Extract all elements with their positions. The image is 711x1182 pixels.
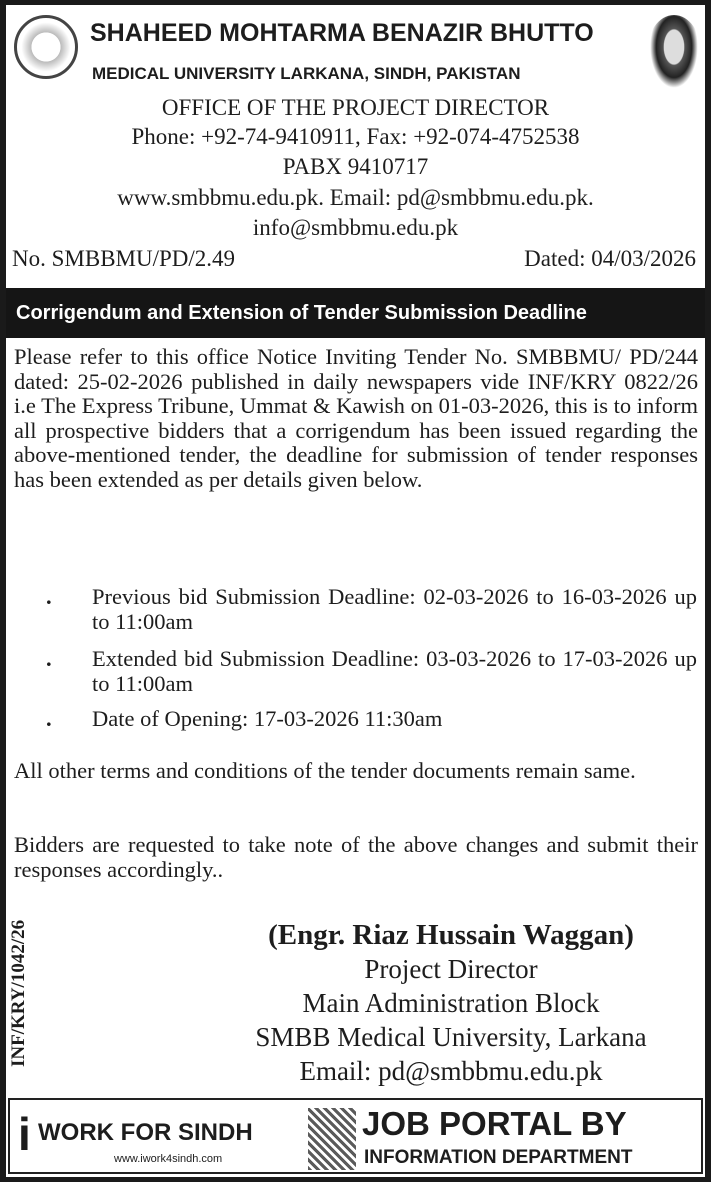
bullet-marker: .	[46, 706, 52, 731]
bullet-item	[46, 646, 697, 696]
bullet-text: Extended bid Submission Deadline: 03-03-2026 to 17-03-2026 up to 11:00am	[92, 646, 697, 696]
side-reference-code: INF/KRY/1042/26	[8, 919, 29, 1067]
bullet-text: Previous bid Submission Deadline: 02-03-2026 to 16-03-2026 up to 11:00am	[92, 584, 697, 634]
information-department-label: INFORMATION DEPARTMENT	[364, 1147, 633, 1168]
i-logo-icon: i	[18, 1108, 31, 1160]
notice-heading-bar	[6, 288, 705, 338]
terms-paragraph: All other terms and conditions of the tender documents remain same.	[14, 758, 636, 783]
phone-fax: Phone: +92-74-9410911, Fax: +92-074-4752538	[131, 124, 580, 149]
tender-notice	[6, 5, 705, 1177]
reference-number: No. SMBBMU/PD/2.49	[12, 246, 236, 271]
bullet-text: Date of Opening: 17-03-2026 11:30am	[92, 706, 443, 731]
bullet-item	[46, 584, 697, 634]
job-portal-label: JOB PORTAL BY	[362, 1105, 627, 1142]
university-title: SHAHEED MOHTARMA BENAZIR BHUTTO	[90, 19, 594, 47]
bullet-marker: .	[46, 584, 52, 609]
info-email: info@smbbmu.edu.pk	[252, 215, 459, 240]
signatory-name: (Engr. Riaz Hussain Waggan)	[268, 919, 634, 951]
signatory-university: SMBB Medical University, Larkana	[255, 1022, 647, 1052]
web-email: www.smbbmu.edu.pk. Email: pd@smbbmu.edu.pk.	[117, 185, 594, 210]
signatory-email: Email: pd@smbbmu.edu.pk	[299, 1056, 603, 1086]
qr-code-icon	[308, 1108, 356, 1170]
office-name: OFFICE OF THE PROJECT DIRECTOR	[161, 95, 550, 120]
bullet-marker: .	[46, 646, 52, 671]
request-paragraph: Bidders are requested to take note of the above changes and submit their responses accordingly..	[14, 832, 698, 882]
intro-paragraph: Please refer to this office Notice Inviting Tender No. SMBBMU/ PD/244 dated: 25-02-2026 published in daily newspapers vide INF/KRY 0822/26 i.e The Express Tribune, Ummat & Kawish on 01-03-2026, this is to inform all prospective bidders that a corrigendum has been issued regarding the above-mentioned tender, the deadline for submission of tender responses has been extended as per details given below.	[14, 344, 698, 492]
pabx: PABX 9410717	[282, 154, 429, 179]
signatory-block: Main Administration Block	[302, 988, 600, 1018]
signatory-designation: Project Director	[364, 954, 538, 984]
notice-heading: Corrigendum and Extension of Tender Submission Deadline	[16, 302, 587, 324]
university-subtitle: MEDICAL UNIVERSITY LARKANA, SINDH, PAKISTAN	[92, 64, 521, 83]
university-logo	[14, 15, 78, 79]
portrait-image	[646, 15, 702, 95]
job-portal-banner	[8, 1098, 703, 1174]
work-for-sindh-brand: WORK FOR SINDH	[38, 1119, 253, 1146]
date: Dated: 04/03/2026	[524, 246, 696, 271]
bullet-item	[46, 706, 697, 732]
portal-url: www.iwork4sindh.com	[114, 1153, 223, 1165]
